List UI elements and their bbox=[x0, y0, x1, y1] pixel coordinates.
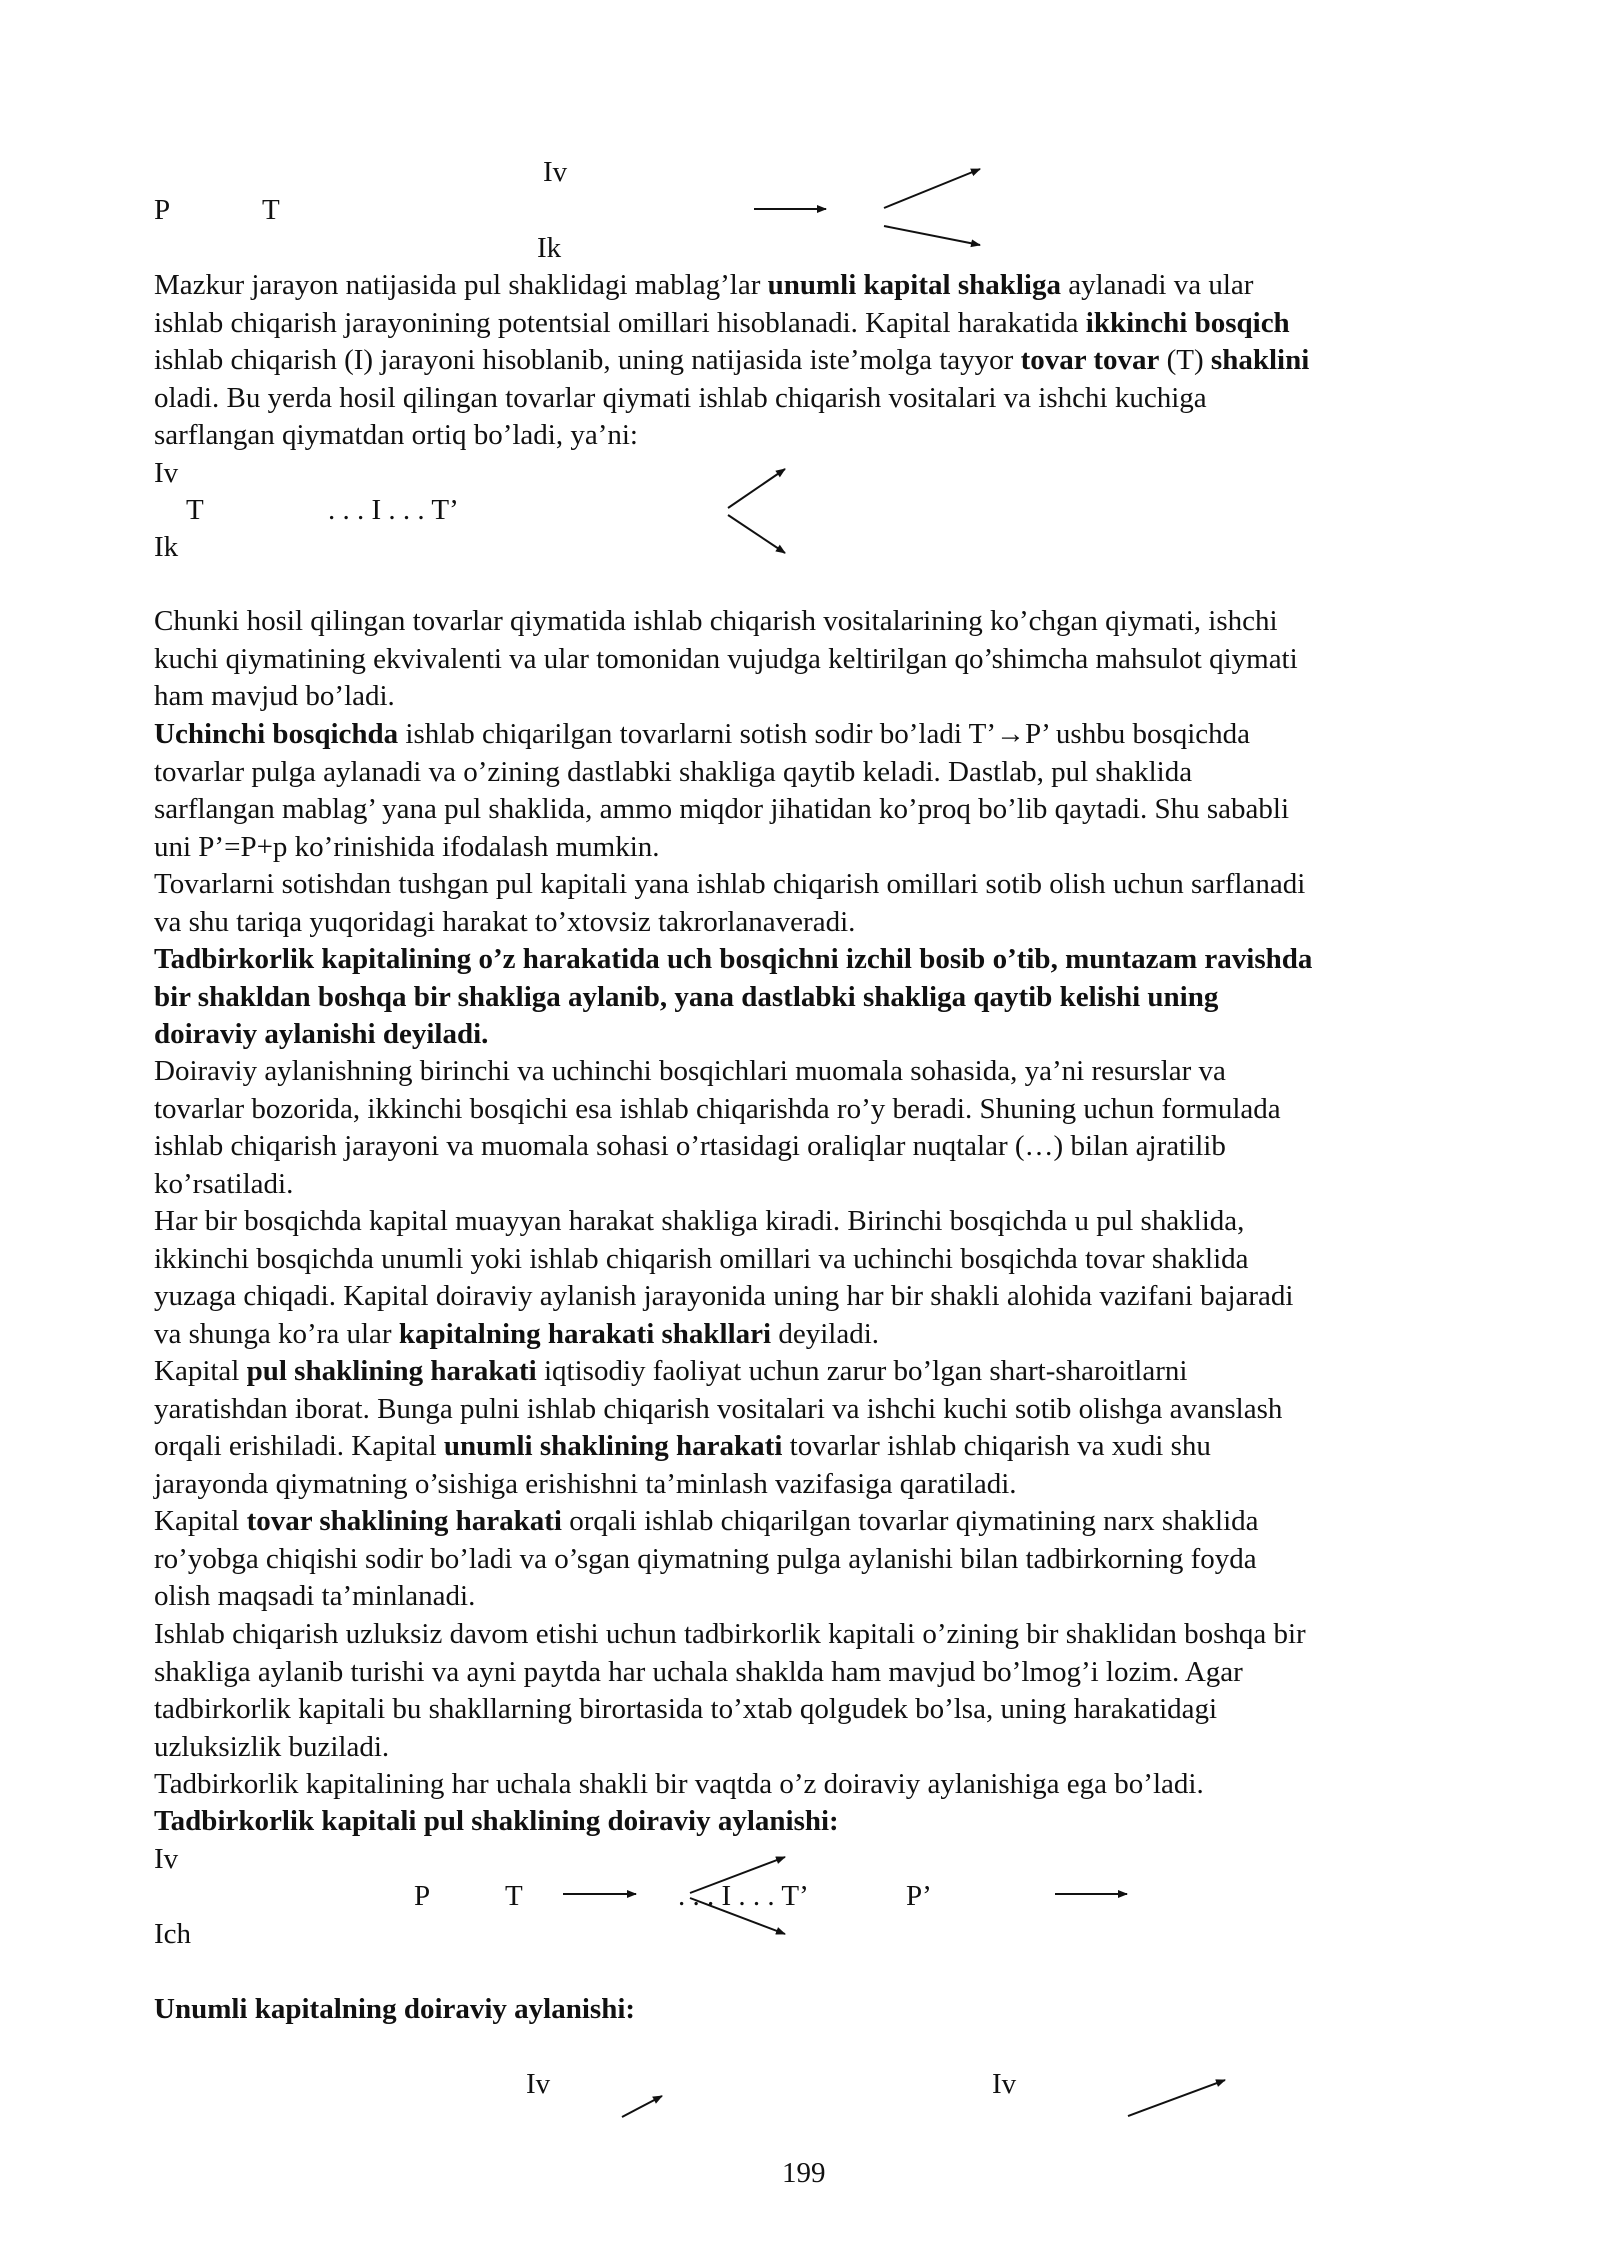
diagram2-t-label: T bbox=[186, 494, 204, 526]
diagram1-ik-label: Ik bbox=[537, 232, 562, 264]
diagram2-arrow-down bbox=[728, 515, 785, 553]
diagram3-p-label: P bbox=[414, 1880, 431, 1912]
heading-unumli-kapital-aylanishi: Unumli kapitalning doiraviy aylanishi: bbox=[154, 1993, 636, 2025]
diagram4-iv-left-label: Iv bbox=[526, 2068, 551, 2100]
diagram2-iv-label: Iv bbox=[154, 457, 179, 489]
paragraph-uchinchi-bosqich: Uchinchi bosqichda ishlab chiqarilgan tovarlarni sotish sodir bo’ladi T’→P’ ushbu bosqichda tovarlar pulga aylanadi va o’zining dastlabki shakliga qaytib keladi. Dastlab, pul shaklida sarflangan mablag’ yana pul shaklida, ammo miqdor jihatidan ko’proq bo’lib qaytadi. Shu sababli uni P’=P+p ko’rinishida ifodalash mumkin. bbox=[154, 718, 1290, 863]
diagram3-iv-label: Iv bbox=[154, 1843, 179, 1875]
diagram1-p-label: P bbox=[154, 194, 171, 226]
paragraph-pul-shakli: Kapital pul shaklining harakati iqtisodiy faoliyat uchun zarur bo’lgan shart-sharoitlarni yaratishdan iborat. Bunga pulni ishlab chiqarish vositalari va ishchi kuchi sotib olishga avanslash orqali erishiladi. Kapital unumli shaklining harakati tovarlar ishlab chiqarish va xudi shu jarayonda qiymatning o’sishiga erishishni ta’minlash vazifasiga qaratiladi. bbox=[154, 1355, 1283, 1500]
diagram2-sequence: . . . I . . . T’ bbox=[328, 494, 459, 526]
definition-doiraviy-aylanish: Tadbirkorlik kapitalining o’z harakatida uch bosqichni izchil bosib o’tib, muntazam ravishda bir shakldan boshqa bir shakliga aylanib, yana dastlabki shakliga qaytib kelishi uning doiraviy aylanishi deyiladi. bbox=[154, 943, 1313, 1050]
diagram3-sequence: . . . I . . . T’ bbox=[678, 1880, 809, 1912]
heading-pul-shakli-aylanishi: Tadbirkorlik kapitali pul shaklining doiraviy aylanishi: bbox=[154, 1805, 839, 1837]
diagram3-t-label: T bbox=[505, 1880, 523, 1912]
diagram1-arrow-up bbox=[884, 169, 980, 208]
paragraph-chunki: Chunki hosil qilingan tovarlar qiymatida ishlab chiqarish vositalarining ko’chgan qiymati, ishchi kuchi qiymatining ekvivalenti va ular tomonidan vujudga keltirilgan qo’shimcha mahsulot qiymati ham mavjud bo’ladi. bbox=[154, 605, 1298, 712]
diagram3-ich-label: Ich bbox=[154, 1918, 192, 1950]
diagram3-p-prime-label: P’ bbox=[906, 1880, 932, 1912]
diagram4-iv-right-label: Iv bbox=[992, 2068, 1017, 2100]
diagram1-arrow-down bbox=[884, 226, 980, 245]
paragraph-unumli-kapital: Mazkur jarayon natijasida pul shaklidagi mablag’lar unumli kapital shakliga aylanadi va ular ishlab chiqarish jarayonining potentsial omillari hisoblanadi. Kapital harakatida ikkinchi bosqich ishlab chiqarish (I) jarayoni hisoblanib, uning natijasida iste’molga tayyor tovar tovar (T) shaklini oladi. Bu yerda hosil qilingan tovarlar qiymati ishlab chiqarish vositalari va ishchi kuchiga sarflangan qiymatdan ortiq bo’ladi, ya’ni: bbox=[154, 269, 1310, 451]
paragraph-uzluksizlik: Ishlab chiqarish uzluksiz davom etishi uchun tadbirkorlik kapitali o’zining bir shaklidan boshqa bir shakliga aylanib turishi va ayni paytda har uchala shaklda ham mavjud bo’lmog’i lozim. Agar tadbirkorlik kapitali bu shakllarning birortasida to’xtab qolgudek bo’lsa, uning harakatidagi uzluksizlik buziladi. bbox=[154, 1618, 1306, 1763]
diagram1-iv-label: Iv bbox=[543, 156, 568, 188]
diagram4-arrow-right bbox=[1128, 2080, 1225, 2116]
paragraph-harakat-shakllari: Har bir bosqichda kapital muayyan harakat shakliga kiradi. Birinchi bosqichda u pul shaklida, ikkinchi bosqichda unumli yoki ishlab chiqarish omillari va uchinchi bosqichda tovar shaklida yuzaga chiqadi. Kapital doiraviy aylanish jarayonida uning har bir shakli alohida vazifani bajaradi va shunga ko’ra ular kapitalning harakati shakllari deyiladi. bbox=[154, 1205, 1294, 1350]
page-number: 199 bbox=[782, 2157, 826, 2189]
diagram2-ik-label: Ik bbox=[154, 531, 179, 563]
paragraph-tovarlarni-sotish: Tovarlarni sotishdan tushgan pul kapitali yana ishlab chiqarish omillari sotib olish uchun sarflanadi va shu tariqa yuqoridagi harakat to’xtovsiz takrorlanaveradi. bbox=[154, 868, 1306, 938]
diagram2-arrow-up bbox=[728, 469, 785, 508]
paragraph-har-uchala-shakl: Tadbirkorlik kapitalining har uchala shakli bir vaqtda o’z doiraviy aylanishiga ega bo’ladi. bbox=[154, 1768, 1204, 1800]
diagram1-t-label: T bbox=[262, 194, 280, 226]
diagram4-arrow-left bbox=[622, 2096, 662, 2117]
arrow-right-icon: → bbox=[996, 718, 1026, 750]
paragraph-tovar-shakli: Kapital tovar shaklining harakati orqali ishlab chiqarilgan tovarlar qiymatining narx shaklida ro’yobga chiqishi sodir bo’ladi va o’sgan qiymatning pulga aylanishi bilan tadbirkorning foyda olish maqsadi ta’minlanadi. bbox=[154, 1505, 1259, 1612]
paragraph-doiraviy-bosqichlar: Doiraviy aylanishning birinchi va uchinchi bosqichlari muomala sohasida, ya’ni resurslar va tovarlar bozorida, ikkinchi bosqichi esa ishlab chiqarishda ro’y beradi. Shuning uchun formulada ishlab chiqarish jarayoni va muomala sohasi o’rtasidagi oraliqlar nuqtalar (…) bilan ajratilib ko’rsatiladi. bbox=[154, 1055, 1281, 1200]
